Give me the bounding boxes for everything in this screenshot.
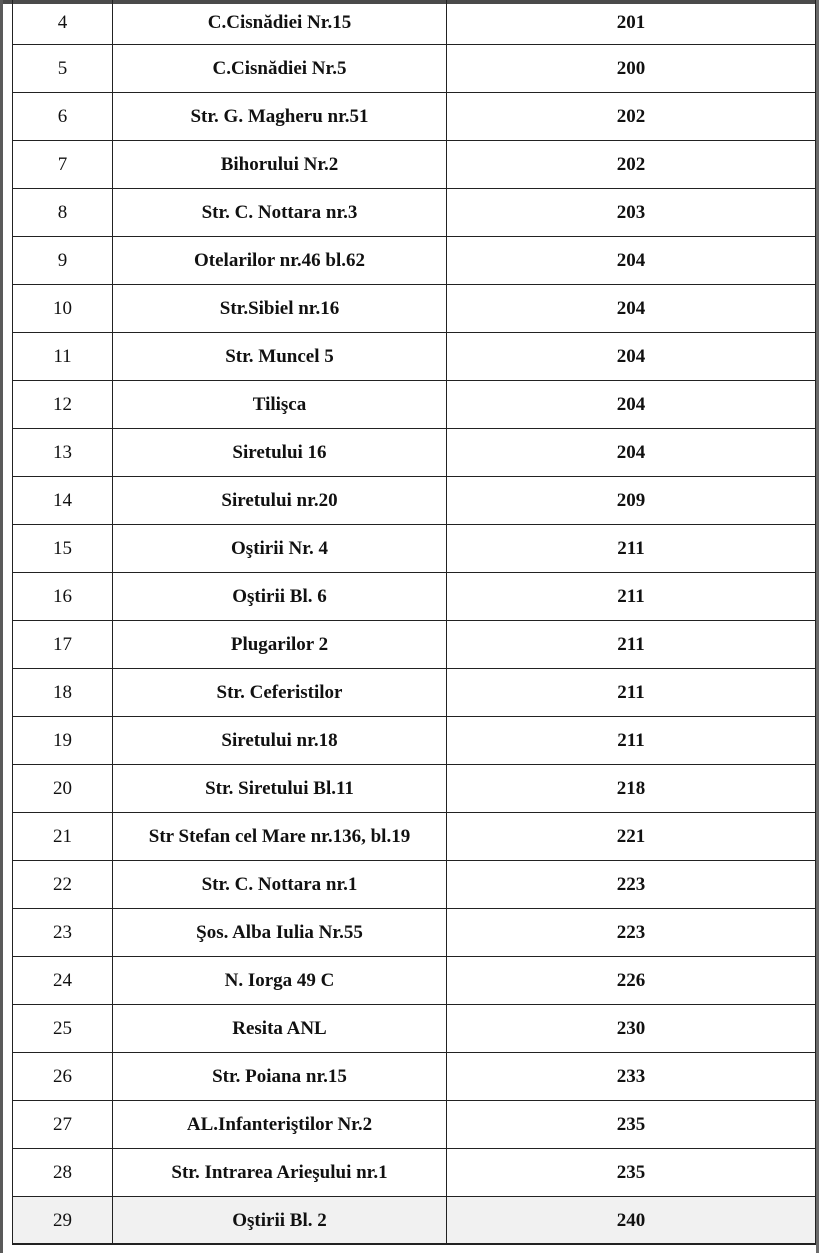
value-cell: 211: [447, 621, 816, 669]
table-row: [13, 1101, 816, 1149]
address-cell: Str. G. Magheru nr.51: [113, 93, 447, 141]
row-number-cell: 6: [13, 93, 113, 141]
value-cell: 201: [447, 0, 816, 45]
row-number-cell: 27: [13, 1101, 113, 1149]
value-cell: 240: [447, 1197, 816, 1245]
row-number-cell: 11: [13, 333, 113, 381]
table-row: [13, 861, 816, 909]
address-table-body: [13, 0, 816, 1244]
address-cell: Siretului nr.20: [113, 477, 447, 525]
address-cell: Oştirii Bl. 2: [113, 1197, 447, 1245]
row-number-cell: 23: [13, 909, 113, 957]
value-cell: 218: [447, 765, 816, 813]
row-number-cell: 10: [13, 285, 113, 333]
row-number-cell: 7: [13, 141, 113, 189]
address-cell: Str. Poiana nr.15: [113, 1053, 447, 1101]
value-cell: 233: [447, 1053, 816, 1101]
value-cell: 211: [447, 573, 816, 621]
address-cell: Şos. Alba Iulia Nr.55: [113, 909, 447, 957]
address-cell: N. Iorga 49 C: [113, 957, 447, 1005]
value-cell: 223: [447, 909, 816, 957]
address-cell: Oştirii Bl. 6: [113, 573, 447, 621]
value-cell: 223: [447, 861, 816, 909]
address-cell: Str. Muncel 5: [113, 333, 447, 381]
table-row: [13, 621, 816, 669]
address-cell: Oştirii Nr. 4: [113, 525, 447, 573]
address-cell: Tilişca: [113, 381, 447, 429]
address-cell: Siretului 16: [113, 429, 447, 477]
value-cell: 204: [447, 285, 816, 333]
row-number-cell: 25: [13, 1005, 113, 1053]
address-cell: Siretului nr.18: [113, 717, 447, 765]
table-row: [13, 669, 816, 717]
value-cell: 211: [447, 525, 816, 573]
value-cell: 204: [447, 429, 816, 477]
address-cell: C.Cisnădiei Nr.5: [113, 45, 447, 93]
table-row: [13, 525, 816, 573]
table-row: [13, 909, 816, 957]
address-cell: Str. Siretului Bl.11: [113, 765, 447, 813]
window-left-edge: [0, 0, 3, 1253]
value-cell: 203: [447, 189, 816, 237]
address-cell: Plugarilor 2: [113, 621, 447, 669]
address-cell: Bihorului Nr.2: [113, 141, 447, 189]
table-row: [13, 1005, 816, 1053]
value-cell: 211: [447, 669, 816, 717]
value-cell: 230: [447, 1005, 816, 1053]
row-number-cell: 18: [13, 669, 113, 717]
table-row: [13, 0, 816, 45]
address-cell: Str. Intrarea Arieşului nr.1: [113, 1149, 447, 1197]
row-number-cell: 16: [13, 573, 113, 621]
row-number-cell: 24: [13, 957, 113, 1005]
value-cell: 235: [447, 1101, 816, 1149]
value-cell: 235: [447, 1149, 816, 1197]
table-row: [13, 93, 816, 141]
row-number-cell: 19: [13, 717, 113, 765]
value-cell: 221: [447, 813, 816, 861]
table-row: [13, 237, 816, 285]
row-number-cell: 13: [13, 429, 113, 477]
table-row: [13, 285, 816, 333]
value-cell: 200: [447, 45, 816, 93]
value-cell: 204: [447, 237, 816, 285]
value-cell: 204: [447, 333, 816, 381]
table-row: [13, 813, 816, 861]
row-number-cell: 9: [13, 237, 113, 285]
table-row: [13, 1053, 816, 1101]
value-cell: 202: [447, 93, 816, 141]
table-row: [13, 45, 816, 93]
table-row: [13, 957, 816, 1005]
table-row: [13, 1197, 816, 1245]
table-row: [13, 381, 816, 429]
value-cell: 209: [447, 477, 816, 525]
row-number-cell: 28: [13, 1149, 113, 1197]
table-row: [13, 189, 816, 237]
address-cell: Str. Ceferistilor: [113, 669, 447, 717]
address-cell: Resita ANL: [113, 1005, 447, 1053]
row-number-cell: 12: [13, 381, 113, 429]
address-cell: Str. C. Nottara nr.1: [113, 861, 447, 909]
value-cell: 204: [447, 381, 816, 429]
row-number-cell: 5: [13, 45, 113, 93]
table-row: [13, 429, 816, 477]
address-cell: Otelarilor nr.46 bl.62: [113, 237, 447, 285]
address-cell: AL.Infanteriştilor Nr.2: [113, 1101, 447, 1149]
row-number-cell: 8: [13, 189, 113, 237]
row-number-cell: 21: [13, 813, 113, 861]
table-row: [13, 1149, 816, 1197]
table-row: [13, 477, 816, 525]
table-row: [13, 717, 816, 765]
value-cell: 202: [447, 141, 816, 189]
row-number-cell: 29: [13, 1197, 113, 1245]
row-number-cell: 17: [13, 621, 113, 669]
value-cell: 226: [447, 957, 816, 1005]
address-cell: Str. C. Nottara nr.3: [113, 189, 447, 237]
table-row: [13, 765, 816, 813]
table-row: [13, 333, 816, 381]
row-number-cell: 4: [13, 0, 113, 45]
table-row: [13, 141, 816, 189]
row-number-cell: 20: [13, 765, 113, 813]
address-cell: C.Cisnădiei Nr.15: [113, 0, 447, 45]
address-cell: Str Stefan cel Mare nr.136, bl.19: [113, 813, 447, 861]
value-cell: 211: [447, 717, 816, 765]
address-cell: Str.Sibiel nr.16: [113, 285, 447, 333]
row-number-cell: 15: [13, 525, 113, 573]
row-number-cell: 26: [13, 1053, 113, 1101]
row-number-cell: 14: [13, 477, 113, 525]
table-row: [13, 573, 816, 621]
address-table: [12, 0, 816, 1245]
row-number-cell: 22: [13, 861, 113, 909]
